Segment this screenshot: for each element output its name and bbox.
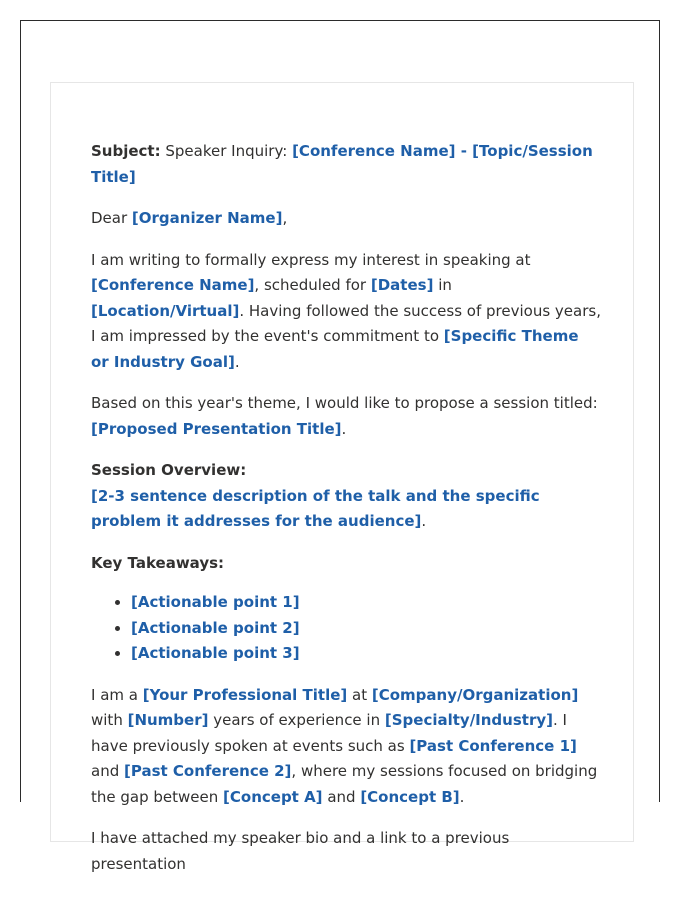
intro-text-1: I am writing to formally express my interest in speaking at xyxy=(91,250,531,269)
greeting-prefix: Dear xyxy=(91,209,132,227)
intro-paragraph xyxy=(91,248,601,376)
greeting xyxy=(91,206,601,232)
organizer-name-placeholder: [Organizer Name] xyxy=(131,209,283,227)
conference-name-placeholder: [Conference Name] xyxy=(91,276,255,294)
attachment-text: I have attached my speaker bio and a link to a previous presentation xyxy=(91,829,510,873)
proposal-paragraph xyxy=(91,391,601,442)
theme-placeholder: [Specific Theme or Industry Goal] xyxy=(91,327,579,371)
subject-line xyxy=(91,139,601,190)
key-takeaways-heading xyxy=(91,551,601,577)
list-item xyxy=(131,590,601,616)
takeaway-placeholder-1: [Actionable point 1] xyxy=(131,593,300,611)
intro-text-2: , scheduled for xyxy=(254,276,371,294)
company-placeholder: [Company/Organization] xyxy=(371,685,579,704)
greeting-suffix: , xyxy=(282,209,288,227)
concept-b-placeholder: [Concept B] xyxy=(360,787,460,806)
experience-text-8: and xyxy=(322,787,361,806)
session-overview xyxy=(91,458,601,535)
experience-text-2: at xyxy=(347,685,372,704)
intro-text-3: in xyxy=(433,276,452,294)
number-placeholder: [Number] xyxy=(127,711,209,729)
experience-text-5: . I have previously spoken at events such as xyxy=(91,711,567,755)
past-conference-1-placeholder: [Past Conference 1] xyxy=(409,736,577,755)
intro-text-5: . xyxy=(234,352,240,371)
attachment-paragraph xyxy=(91,826,601,877)
session-description-placeholder: [2-3 sentence description of the talk and the specific problem it addresses for the audience] xyxy=(91,486,540,530)
session-overview-label: Session Overview: xyxy=(91,461,247,479)
key-takeaways-label: Key Takeaways: xyxy=(91,553,225,572)
subject-topic-placeholder: [Topic/Session Title] xyxy=(91,142,593,186)
proposal-text-1: Based on this year's theme, I would like to propose a session titled: xyxy=(91,394,598,412)
subject-separator: - xyxy=(455,142,473,160)
intro-text-4: . Having followed the success of previous years, I am impressed by the event's commitment to xyxy=(91,301,601,345)
takeaway-placeholder-2: [Actionable point 2] xyxy=(131,618,300,637)
dates-placeholder: [Dates] xyxy=(370,276,434,294)
list-item xyxy=(131,641,601,667)
experience-text-6: and xyxy=(91,762,124,780)
specialty-placeholder: [Specialty/Industry] xyxy=(384,711,553,729)
document-frame xyxy=(20,20,660,873)
concept-a-placeholder: [Concept A] xyxy=(223,787,323,806)
experience-text-4: years of experience in xyxy=(208,711,385,729)
experience-text-3: with xyxy=(91,711,128,729)
experience-text-9: . xyxy=(459,787,465,806)
list-item xyxy=(131,616,601,642)
subject-text: Speaker Inquiry: xyxy=(165,142,293,160)
experience-paragraph xyxy=(91,683,601,811)
session-overview-end: . xyxy=(421,512,427,530)
subject-label: Subject: xyxy=(91,142,161,160)
subject-conference-placeholder: [Conference Name] xyxy=(292,142,456,160)
email-body xyxy=(91,139,601,893)
key-takeaways-list xyxy=(91,590,601,667)
past-conference-2-placeholder: [Past Conference 2] xyxy=(124,762,292,780)
experience-text-1: I am a xyxy=(91,685,143,704)
experience-text-7: , where my sessions focused on bridging the gap between xyxy=(91,762,598,806)
takeaway-placeholder-3: [Actionable point 3] xyxy=(131,644,300,662)
location-placeholder: [Location/Virtual] xyxy=(91,301,240,320)
email-document xyxy=(50,82,634,873)
proposal-text-2: . xyxy=(341,419,347,438)
professional-title-placeholder: [Your Professional Title] xyxy=(142,685,348,704)
presentation-title-placeholder: [Proposed Presentation Title] xyxy=(91,419,342,438)
